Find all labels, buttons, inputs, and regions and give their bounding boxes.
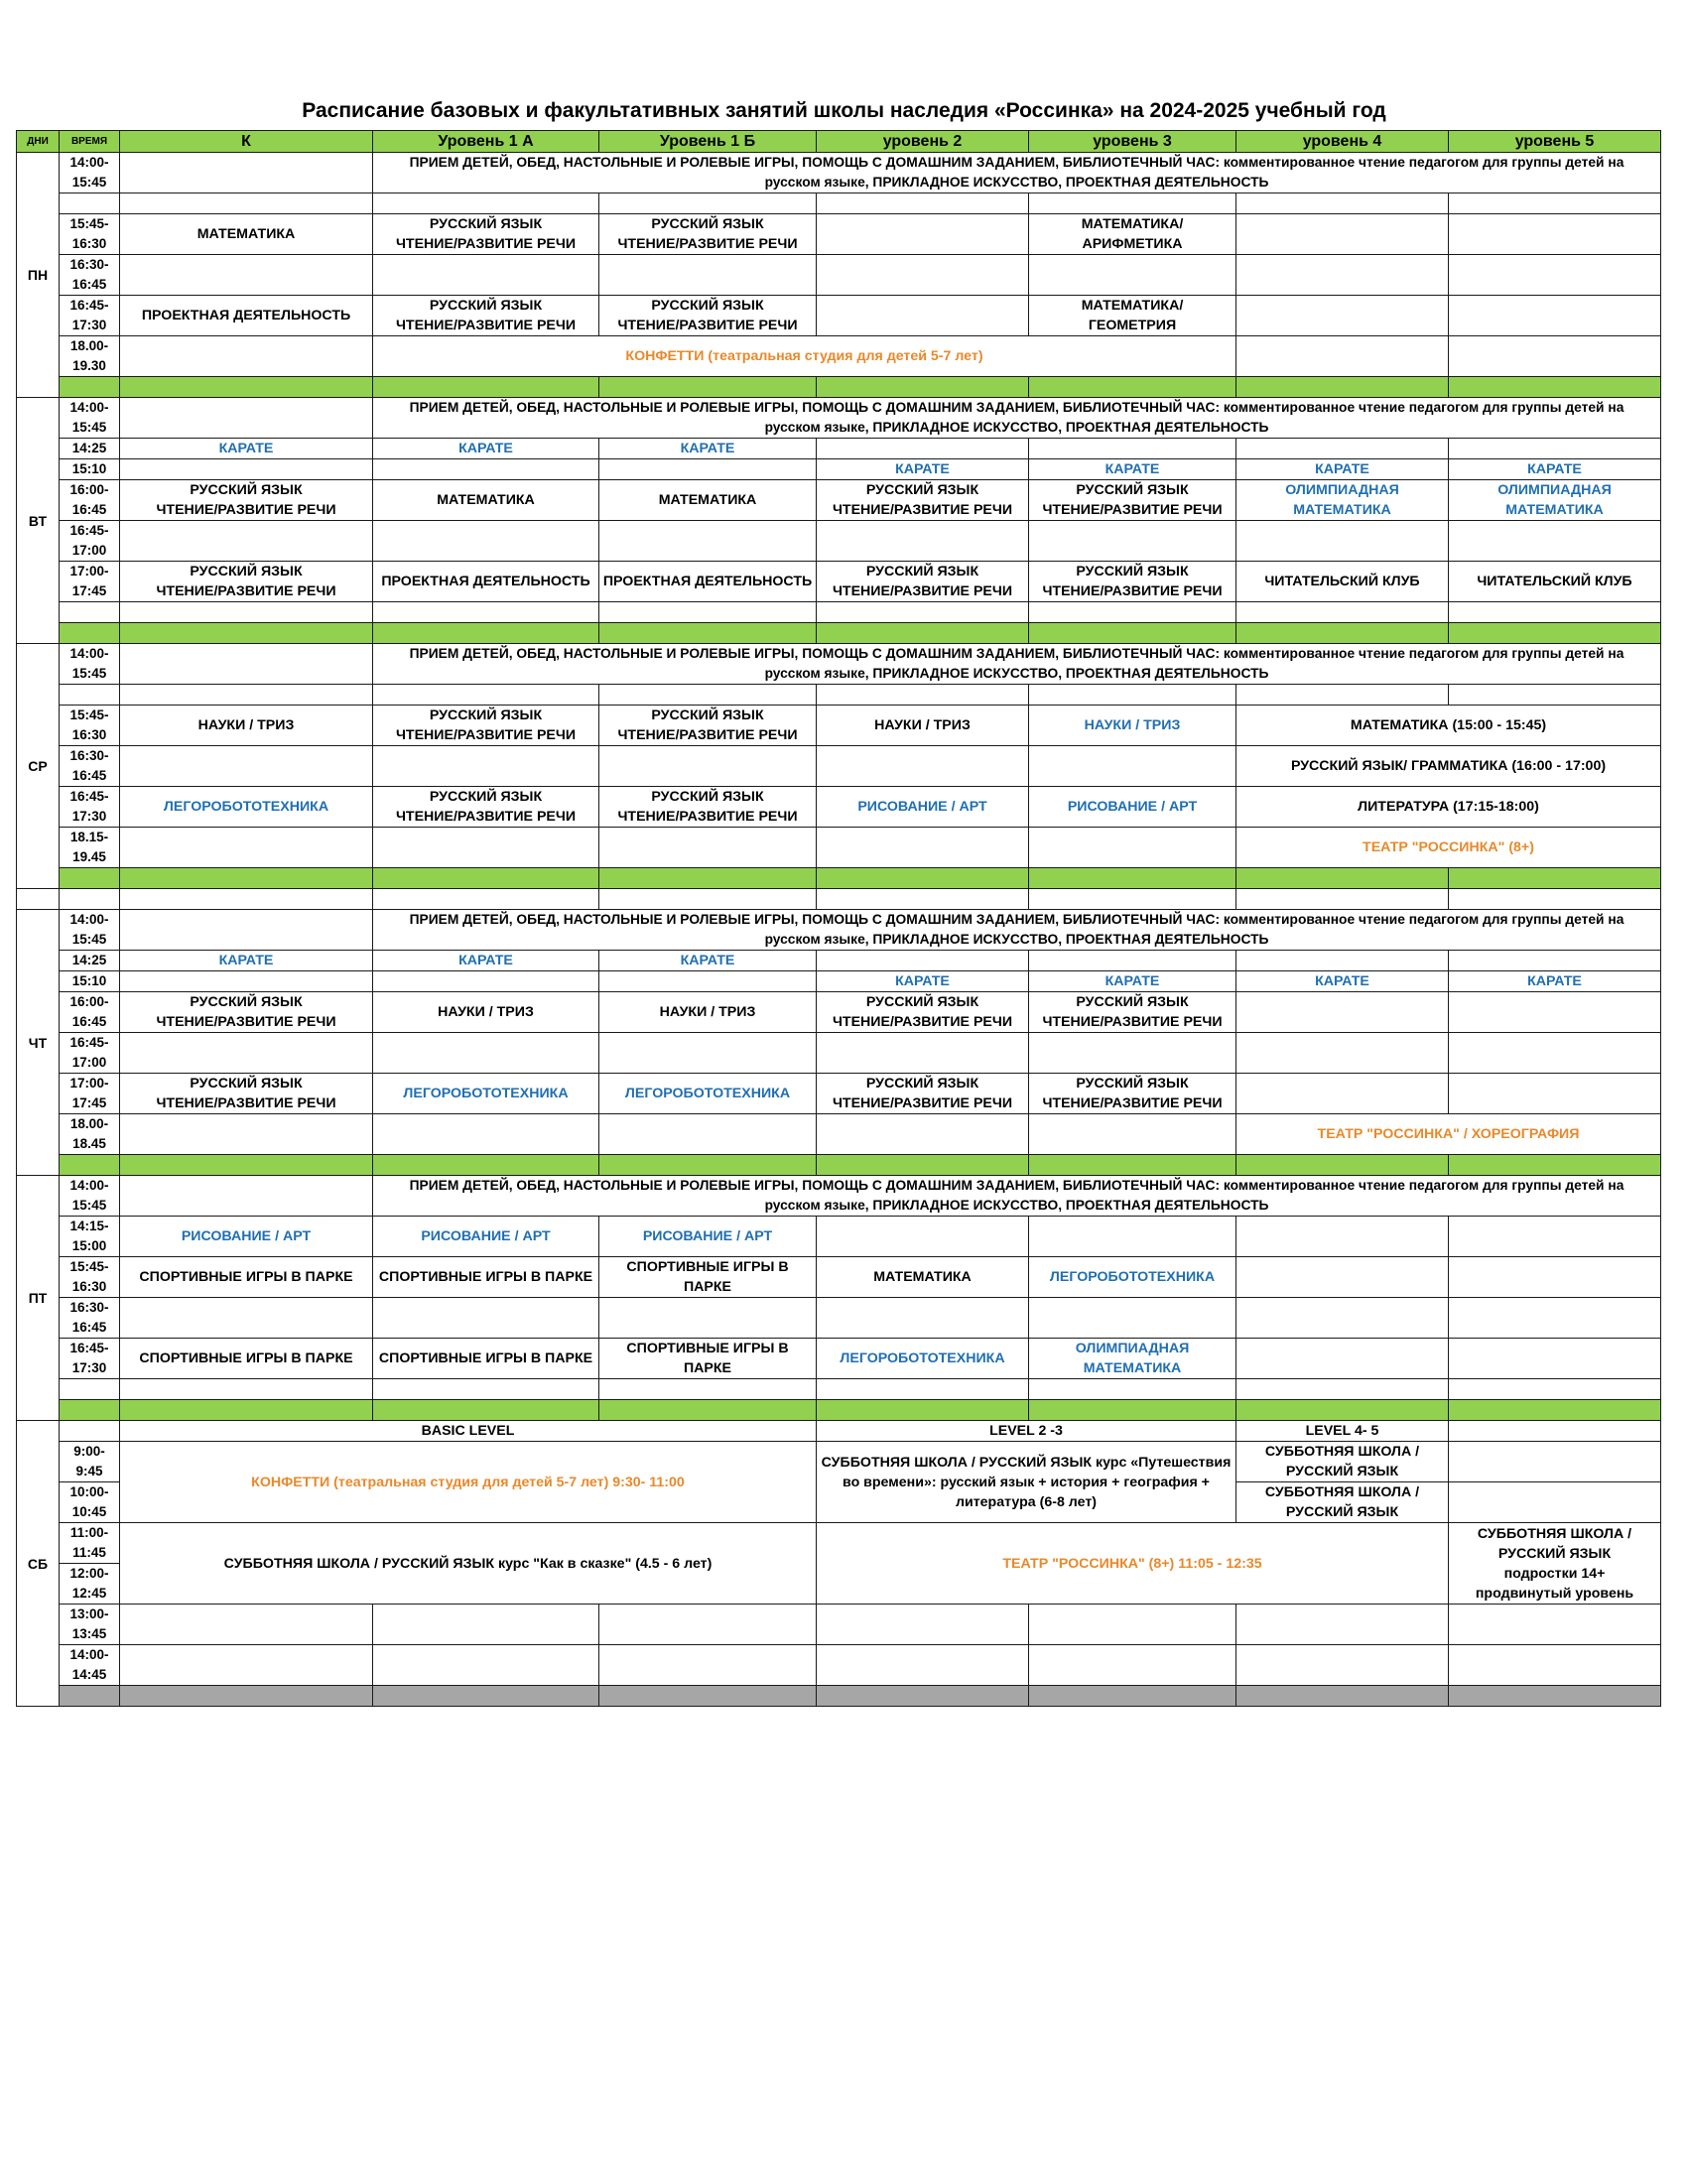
lesson-cell: СПОРТИВНЫЕ ИГРЫ В ПАРКЕ bbox=[599, 1257, 817, 1298]
lesson-cell: РИСОВАНИЕ / АРТ bbox=[1029, 787, 1236, 828]
common-activities: ПРИЕМ ДЕТЕЙ, ОБЕД, НАСТОЛЬНЫЕ И РОЛЕВЫЕ ИГРЫ, ПОМОЩЬ С ДОМАШНИМ ЗАДАНИЕМ, БИБЛИОТЕЧНЫЙ ЧАС: комментированное чтение педагогом для группы детей на русском языке, ПРИКЛАДНОЕ ИСКУССТВО, ПРОЕКТНАЯ ДЕЯТЕЛЬНОСТЬ bbox=[373, 910, 1661, 951]
day-separator bbox=[17, 1155, 1661, 1176]
lesson-cell: СПОРТИВНЫЕ ИГРЫ В ПАРКЕ bbox=[373, 1257, 599, 1298]
lesson-cell: РУССКИЙ ЯЗЫК ЧТЕНИЕ/РАЗВИТИЕ РЕЧИ bbox=[373, 706, 599, 746]
lesson-cell: РУССКИЙ ЯЗЫК/ ГРАММАТИКА (16:00 - 17:00) bbox=[1236, 746, 1661, 787]
lesson-cell: РИСОВАНИЕ / АРТ bbox=[599, 1217, 817, 1257]
header-days: ДНИ bbox=[17, 131, 60, 153]
table-row bbox=[17, 255, 1661, 296]
table-row bbox=[17, 706, 1661, 746]
lesson-cell: РУССКИЙ ЯЗЫК ЧТЕНИЕ/РАЗВИТИЕ РЕЧИ bbox=[599, 787, 817, 828]
header-col-4: уровень 4 bbox=[1236, 131, 1449, 153]
lesson-cell: РИСОВАНИЕ / АРТ bbox=[817, 787, 1029, 828]
lesson-cell: КАРАТЕ bbox=[1236, 459, 1449, 480]
lesson-cell: РУССКИЙ ЯЗЫК ЧТЕНИЕ/РАЗВИТИЕ РЕЧИ bbox=[120, 562, 373, 602]
common-activities: ПРИЕМ ДЕТЕЙ, ОБЕД, НАСТОЛЬНЫЕ И РОЛЕВЫЕ ИГРЫ, ПОМОЩЬ С ДОМАШНИМ ЗАДАНИЕМ, БИБЛИОТЕЧНЫЙ ЧАС: комментированное чтение педагогом для группы детей на русском языке, ПРИКЛАДНОЕ ИСКУССТВО, ПРОЕКТНАЯ ДЕЯТЕЛЬНОСТЬ bbox=[373, 398, 1661, 439]
lesson-cell: РУССКИЙ ЯЗЫК ЧТЕНИЕ/РАЗВИТИЕ РЕЧИ bbox=[817, 562, 1029, 602]
lesson-cell: РУССКИЙ ЯЗЫК ЧТЕНИЕ/РАЗВИТИЕ РЕЧИ bbox=[817, 480, 1029, 521]
table-row bbox=[17, 910, 1661, 951]
lesson-cell: ЛЕГОРОБОТОТЕХНИКА bbox=[373, 1074, 599, 1114]
lesson-cell: КАРАТЕ bbox=[1029, 459, 1236, 480]
lesson-cell: ЛЕГОРОБОТОТЕХНИКА bbox=[1029, 1257, 1236, 1298]
header-col-3: уровень 3 bbox=[1029, 131, 1236, 153]
time-cell: 16:30- 16:45 bbox=[60, 746, 120, 787]
day-cell: ПТ bbox=[17, 1176, 60, 1421]
lesson-cell: ПРОЕКТНАЯ ДЕЯТЕЛЬНОСТЬ bbox=[373, 562, 599, 602]
table-row bbox=[17, 1339, 1661, 1379]
table-row bbox=[17, 1298, 1661, 1339]
day-cell: ПН bbox=[17, 153, 60, 398]
lesson-cell: ЛЕГОРОБОТОТЕХНИКА bbox=[120, 787, 373, 828]
time-cell: 12:00- 12:45 bbox=[60, 1564, 120, 1605]
lesson-cell: НАУКИ / ТРИЗ bbox=[817, 706, 1029, 746]
lesson-cell: ТЕАТР "РОССИНКА" (8+) 11:05 - 12:35 bbox=[817, 1523, 1449, 1605]
time-cell: 14:00- 15:45 bbox=[60, 153, 120, 193]
time-cell: 15:45- 16:30 bbox=[60, 706, 120, 746]
time-cell: 16:30- 16:45 bbox=[60, 255, 120, 296]
schedule-table bbox=[16, 130, 1661, 1707]
time-cell: 15:45- 16:30 bbox=[60, 1257, 120, 1298]
table-row bbox=[17, 1605, 1661, 1645]
lesson-cell: СПОРТИВНЫЕ ИГРЫ В ПАРКЕ bbox=[120, 1257, 373, 1298]
day-separator bbox=[17, 1400, 1661, 1421]
lesson-cell: КОНФЕТТИ (театральная студия для детей 5-7 лет) bbox=[373, 336, 1236, 377]
lesson-cell: РУССКИЙ ЯЗЫК ЧТЕНИЕ/РАЗВИТИЕ РЕЧИ bbox=[599, 706, 817, 746]
lesson-cell: НАУКИ / ТРИЗ bbox=[373, 992, 599, 1033]
header-col-2: уровень 2 bbox=[817, 131, 1029, 153]
time-cell: 14:00- 15:45 bbox=[60, 398, 120, 439]
lesson-cell: КАРАТЕ bbox=[120, 951, 373, 971]
lesson-cell: РУССКИЙ ЯЗЫК ЧТЕНИЕ/РАЗВИТИЕ РЕЧИ bbox=[120, 480, 373, 521]
lesson-cell: НАУКИ / ТРИЗ bbox=[1029, 706, 1236, 746]
table-row bbox=[17, 480, 1661, 521]
lesson-cell: РУССКИЙ ЯЗЫК ЧТЕНИЕ/РАЗВИТИЕ РЕЧИ bbox=[373, 214, 599, 255]
lesson-cell: КАРАТЕ bbox=[1449, 971, 1661, 992]
time-cell: 14:00- 15:45 bbox=[60, 1176, 120, 1217]
table-row bbox=[17, 214, 1661, 255]
level-heading: LEVEL 2 -3 bbox=[817, 1421, 1236, 1442]
table-row bbox=[17, 521, 1661, 562]
time-cell: 16:00- 16:45 bbox=[60, 992, 120, 1033]
lesson-cell: ТЕАТР "РОССИНКА" / ХОРЕОГРАФИЯ bbox=[1236, 1114, 1661, 1155]
lesson-cell: СУББОТНЯЯ ШКОЛА / РУССКИЙ ЯЗЫК подростки 14+ продвинутый уровень bbox=[1449, 1523, 1661, 1605]
time-cell: 16:45- 17:30 bbox=[60, 787, 120, 828]
lesson-cell: НАУКИ / ТРИЗ bbox=[120, 706, 373, 746]
time-cell: 16:00- 16:45 bbox=[60, 480, 120, 521]
table-row bbox=[17, 828, 1661, 868]
lesson-cell: РУССКИЙ ЯЗЫК ЧТЕНИЕ/РАЗВИТИЕ РЕЧИ bbox=[373, 787, 599, 828]
lesson-cell: РУССКИЙ ЯЗЫК ЧТЕНИЕ/РАЗВИТИЕ РЕЧИ bbox=[599, 296, 817, 336]
time-cell: 14:00- 15:45 bbox=[60, 644, 120, 685]
time-cell: 14:00- 14:45 bbox=[60, 1645, 120, 1686]
table-row bbox=[17, 562, 1661, 602]
day-cell: СР bbox=[17, 644, 60, 889]
common-activities: ПРИЕМ ДЕТЕЙ, ОБЕД, НАСТОЛЬНЫЕ И РОЛЕВЫЕ ИГРЫ, ПОМОЩЬ С ДОМАШНИМ ЗАДАНИЕМ, БИБЛИОТЕЧНЫЙ ЧАС: комментированное чтение педагогом для группы детей на русском языке, ПРИКЛАДНОЕ ИСКУССТВО, ПРОЕКТНАЯ ДЕЯТЕЛЬНОСТЬ bbox=[373, 644, 1661, 685]
lesson-cell: ЧИТАТЕЛЬСКИЙ КЛУБ bbox=[1236, 562, 1449, 602]
page-title: Расписание базовых и факультативных занятий школы наследия «Россинка» на 2024-2025 учебный год bbox=[302, 99, 1386, 122]
lesson-cell: КОНФЕТТИ (театральная студия для детей 5-7 лет) 9:30- 11:00 bbox=[120, 1442, 817, 1523]
table-row bbox=[17, 787, 1661, 828]
lesson-cell: СПОРТИВНЫЕ ИГРЫ В ПАРКЕ bbox=[120, 1339, 373, 1379]
lesson-cell: РУССКИЙ ЯЗЫК ЧТЕНИЕ/РАЗВИТИЕ РЕЧИ bbox=[1029, 1074, 1236, 1114]
lesson-cell: МАТЕМАТИКА bbox=[599, 480, 817, 521]
lesson-cell: РИСОВАНИЕ / АРТ bbox=[120, 1217, 373, 1257]
time-cell: 14:25 bbox=[60, 439, 120, 459]
time-cell: 9:00- 9:45 bbox=[60, 1442, 120, 1482]
table-row bbox=[17, 1421, 1661, 1442]
time-cell: 14:25 bbox=[60, 951, 120, 971]
header-col-5: уровень 5 bbox=[1449, 131, 1661, 153]
lesson-cell: СУББОТНЯЯ ШКОЛА / РУССКИЙ ЯЗЫК курс "Как в сказке" (4.5 - 6 лет) bbox=[120, 1523, 817, 1605]
lesson-cell: СПОРТИВНЫЕ ИГРЫ В ПАРКЕ bbox=[599, 1339, 817, 1379]
lesson-cell: ЛЕГОРОБОТОТЕХНИКА bbox=[817, 1339, 1029, 1379]
lesson-cell: ОЛИМПИАДНАЯ МАТЕМАТИКА bbox=[1029, 1339, 1236, 1379]
table-row bbox=[17, 336, 1661, 377]
header-col-1a: Уровень 1 А bbox=[373, 131, 599, 153]
table-row bbox=[17, 1645, 1661, 1686]
time-cell: 16:30- 16:45 bbox=[60, 1298, 120, 1339]
lesson-cell: РУССКИЙ ЯЗЫК ЧТЕНИЕ/РАЗВИТИЕ РЕЧИ bbox=[1029, 562, 1236, 602]
table-row bbox=[17, 439, 1661, 459]
day-cell: СБ bbox=[17, 1421, 60, 1707]
table-row bbox=[17, 1114, 1661, 1155]
time-cell: 18.00- 19.30 bbox=[60, 336, 120, 377]
lesson-cell: СУББОТНЯЯ ШКОЛА / РУССКИЙ ЯЗЫК курс «Путешествия во времени»: русский язык + история + география + литература (6-8 лет) bbox=[817, 1442, 1236, 1523]
lesson-cell: РУССКИЙ ЯЗЫК ЧТЕНИЕ/РАЗВИТИЕ РЕЧИ bbox=[1029, 480, 1236, 521]
header-time: ВРЕМЯ bbox=[60, 131, 120, 153]
lesson-cell: СПОРТИВНЫЕ ИГРЫ В ПАРКЕ bbox=[373, 1339, 599, 1379]
table-row bbox=[17, 951, 1661, 971]
table-row bbox=[17, 296, 1661, 336]
table-row bbox=[17, 971, 1661, 992]
time-cell: 17:00- 17:45 bbox=[60, 1074, 120, 1114]
lesson-cell: КАРАТЕ bbox=[120, 439, 373, 459]
common-activities: ПРИЕМ ДЕТЕЙ, ОБЕД, НАСТОЛЬНЫЕ И РОЛЕВЫЕ ИГРЫ, ПОМОЩЬ С ДОМАШНИМ ЗАДАНИЕМ, БИБЛИОТЕЧНЫЙ ЧАС: комментированное чтение педагогом для группы детей на русском языке, ПРИКЛАДНОЕ ИСКУССТВО, ПРОЕКТНАЯ ДЕЯТЕЛЬНОСТЬ bbox=[373, 1176, 1661, 1217]
time-cell: 16:45- 17:30 bbox=[60, 1339, 120, 1379]
lesson-cell: НАУКИ / ТРИЗ bbox=[599, 992, 817, 1033]
lesson-cell: РУССКИЙ ЯЗЫК ЧТЕНИЕ/РАЗВИТИЕ РЕЧИ bbox=[373, 296, 599, 336]
lesson-cell: РИСОВАНИЕ / АРТ bbox=[373, 1217, 599, 1257]
lesson-cell: РУССКИЙ ЯЗЫК ЧТЕНИЕ/РАЗВИТИЕ РЕЧИ bbox=[817, 1074, 1029, 1114]
header-col-k: К bbox=[120, 131, 373, 153]
lesson-cell: РУССКИЙ ЯЗЫК ЧТЕНИЕ/РАЗВИТИЕ РЕЧИ bbox=[120, 992, 373, 1033]
time-cell: 16:45- 17:00 bbox=[60, 521, 120, 562]
lesson-cell: МАТЕМАТИКА bbox=[373, 480, 599, 521]
day-separator bbox=[17, 623, 1661, 644]
lesson-cell: ОЛИМПИАДНАЯ МАТЕМАТИКА bbox=[1449, 480, 1661, 521]
lesson-cell: МАТЕМАТИКА/ ГЕОМЕТРИЯ bbox=[1029, 296, 1236, 336]
common-activities: ПРИЕМ ДЕТЕЙ, ОБЕД, НАСТОЛЬНЫЕ И РОЛЕВЫЕ ИГРЫ, ПОМОЩЬ С ДОМАШНИМ ЗАДАНИЕМ, БИБЛИОТЕЧНЫЙ ЧАС: комментированное чтение педагогом для группы детей на русском языке, ПРИКЛАДНОЕ ИСКУССТВО, ПРОЕКТНАЯ ДЕЯТЕЛЬНОСТЬ bbox=[373, 153, 1661, 193]
time-cell: 11:00- 11:45 bbox=[60, 1523, 120, 1564]
table-row bbox=[17, 992, 1661, 1033]
table-row bbox=[17, 459, 1661, 480]
table-row bbox=[17, 1176, 1661, 1217]
day-cell: ЧТ bbox=[17, 910, 60, 1176]
table-row bbox=[17, 398, 1661, 439]
lesson-cell: КАРАТЕ bbox=[599, 439, 817, 459]
table-row bbox=[17, 1523, 1661, 1564]
table-row bbox=[17, 153, 1661, 193]
lesson-cell: РУССКИЙ ЯЗЫК ЧТЕНИЕ/РАЗВИТИЕ РЕЧИ bbox=[599, 214, 817, 255]
lesson-cell: ПРОЕКТНАЯ ДЕЯТЕЛЬНОСТЬ bbox=[120, 296, 373, 336]
header-row bbox=[17, 131, 1661, 153]
table-footer-bar bbox=[17, 1686, 1661, 1707]
table-row bbox=[17, 1074, 1661, 1114]
lesson-cell: СУББОТНЯЯ ШКОЛА / РУССКИЙ ЯЗЫК bbox=[1236, 1442, 1449, 1482]
table-row bbox=[17, 1442, 1661, 1482]
lesson-cell: ТЕАТР "РОССИНКА" (8+) bbox=[1236, 828, 1661, 868]
time-cell: 16:45- 17:30 bbox=[60, 296, 120, 336]
lesson-cell: МАТЕМАТИКА bbox=[817, 1257, 1029, 1298]
lesson-cell: РУССКИЙ ЯЗЫК ЧТЕНИЕ/РАЗВИТИЕ РЕЧИ bbox=[817, 992, 1029, 1033]
lesson-cell: КАРАТЕ bbox=[373, 951, 599, 971]
day-separator bbox=[17, 868, 1661, 889]
lesson-cell: ЧИТАТЕЛЬСКИЙ КЛУБ bbox=[1449, 562, 1661, 602]
time-cell: 14:00- 15:45 bbox=[60, 910, 120, 951]
lesson-cell: КАРАТЕ bbox=[1236, 971, 1449, 992]
day-cell: ВТ bbox=[17, 398, 60, 644]
time-cell: 18.00- 18.45 bbox=[60, 1114, 120, 1155]
lesson-cell: МАТЕМАТИКА bbox=[120, 214, 373, 255]
lesson-cell: КАРАТЕ bbox=[1029, 971, 1236, 992]
lesson-cell: ЛИТЕРАТУРА (17:15-18:00) bbox=[1236, 787, 1661, 828]
level-heading: BASIC LEVEL bbox=[120, 1421, 817, 1442]
table-row bbox=[17, 1257, 1661, 1298]
lesson-cell: СУББОТНЯЯ ШКОЛА / РУССКИЙ ЯЗЫК bbox=[1236, 1482, 1449, 1523]
table-row bbox=[17, 1033, 1661, 1074]
time-cell: 16:45- 17:00 bbox=[60, 1033, 120, 1074]
time-cell: 10:00- 10:45 bbox=[60, 1482, 120, 1523]
time-cell: 15:10 bbox=[60, 459, 120, 480]
lesson-cell: РУССКИЙ ЯЗЫК ЧТЕНИЕ/РАЗВИТИЕ РЕЧИ bbox=[120, 1074, 373, 1114]
time-cell: 14:15- 15:00 bbox=[60, 1217, 120, 1257]
table-row bbox=[17, 746, 1661, 787]
lesson-cell: КАРАТЕ bbox=[817, 971, 1029, 992]
time-cell: 17:00- 17:45 bbox=[60, 562, 120, 602]
lesson-cell: РУССКИЙ ЯЗЫК ЧТЕНИЕ/РАЗВИТИЕ РЕЧИ bbox=[1029, 992, 1236, 1033]
table-row bbox=[17, 644, 1661, 685]
lesson-cell: МАТЕМАТИКА (15:00 - 15:45) bbox=[1236, 706, 1661, 746]
time-cell: 18.15- 19.45 bbox=[60, 828, 120, 868]
lesson-cell: КАРАТЕ bbox=[1449, 459, 1661, 480]
time-cell: 13:00- 13:45 bbox=[60, 1605, 120, 1645]
lesson-cell: КАРАТЕ bbox=[373, 439, 599, 459]
lesson-cell: МАТЕМАТИКА/ АРИФМЕТИКА bbox=[1029, 214, 1236, 255]
lesson-cell: ЛЕГОРОБОТОТЕХНИКА bbox=[599, 1074, 817, 1114]
lesson-cell: ОЛИМПИАДНАЯ МАТЕМАТИКА bbox=[1236, 480, 1449, 521]
lesson-cell: ПРОЕКТНАЯ ДЕЯТЕЛЬНОСТЬ bbox=[599, 562, 817, 602]
table-row bbox=[17, 1217, 1661, 1257]
level-heading: LEVEL 4- 5 bbox=[1236, 1421, 1449, 1442]
header-col-1b: Уровень 1 Б bbox=[599, 131, 817, 153]
day-separator bbox=[17, 377, 1661, 398]
time-cell: 15:45- 16:30 bbox=[60, 214, 120, 255]
lesson-cell: КАРАТЕ bbox=[599, 951, 817, 971]
time-cell: 15:10 bbox=[60, 971, 120, 992]
lesson-cell: КАРАТЕ bbox=[817, 459, 1029, 480]
